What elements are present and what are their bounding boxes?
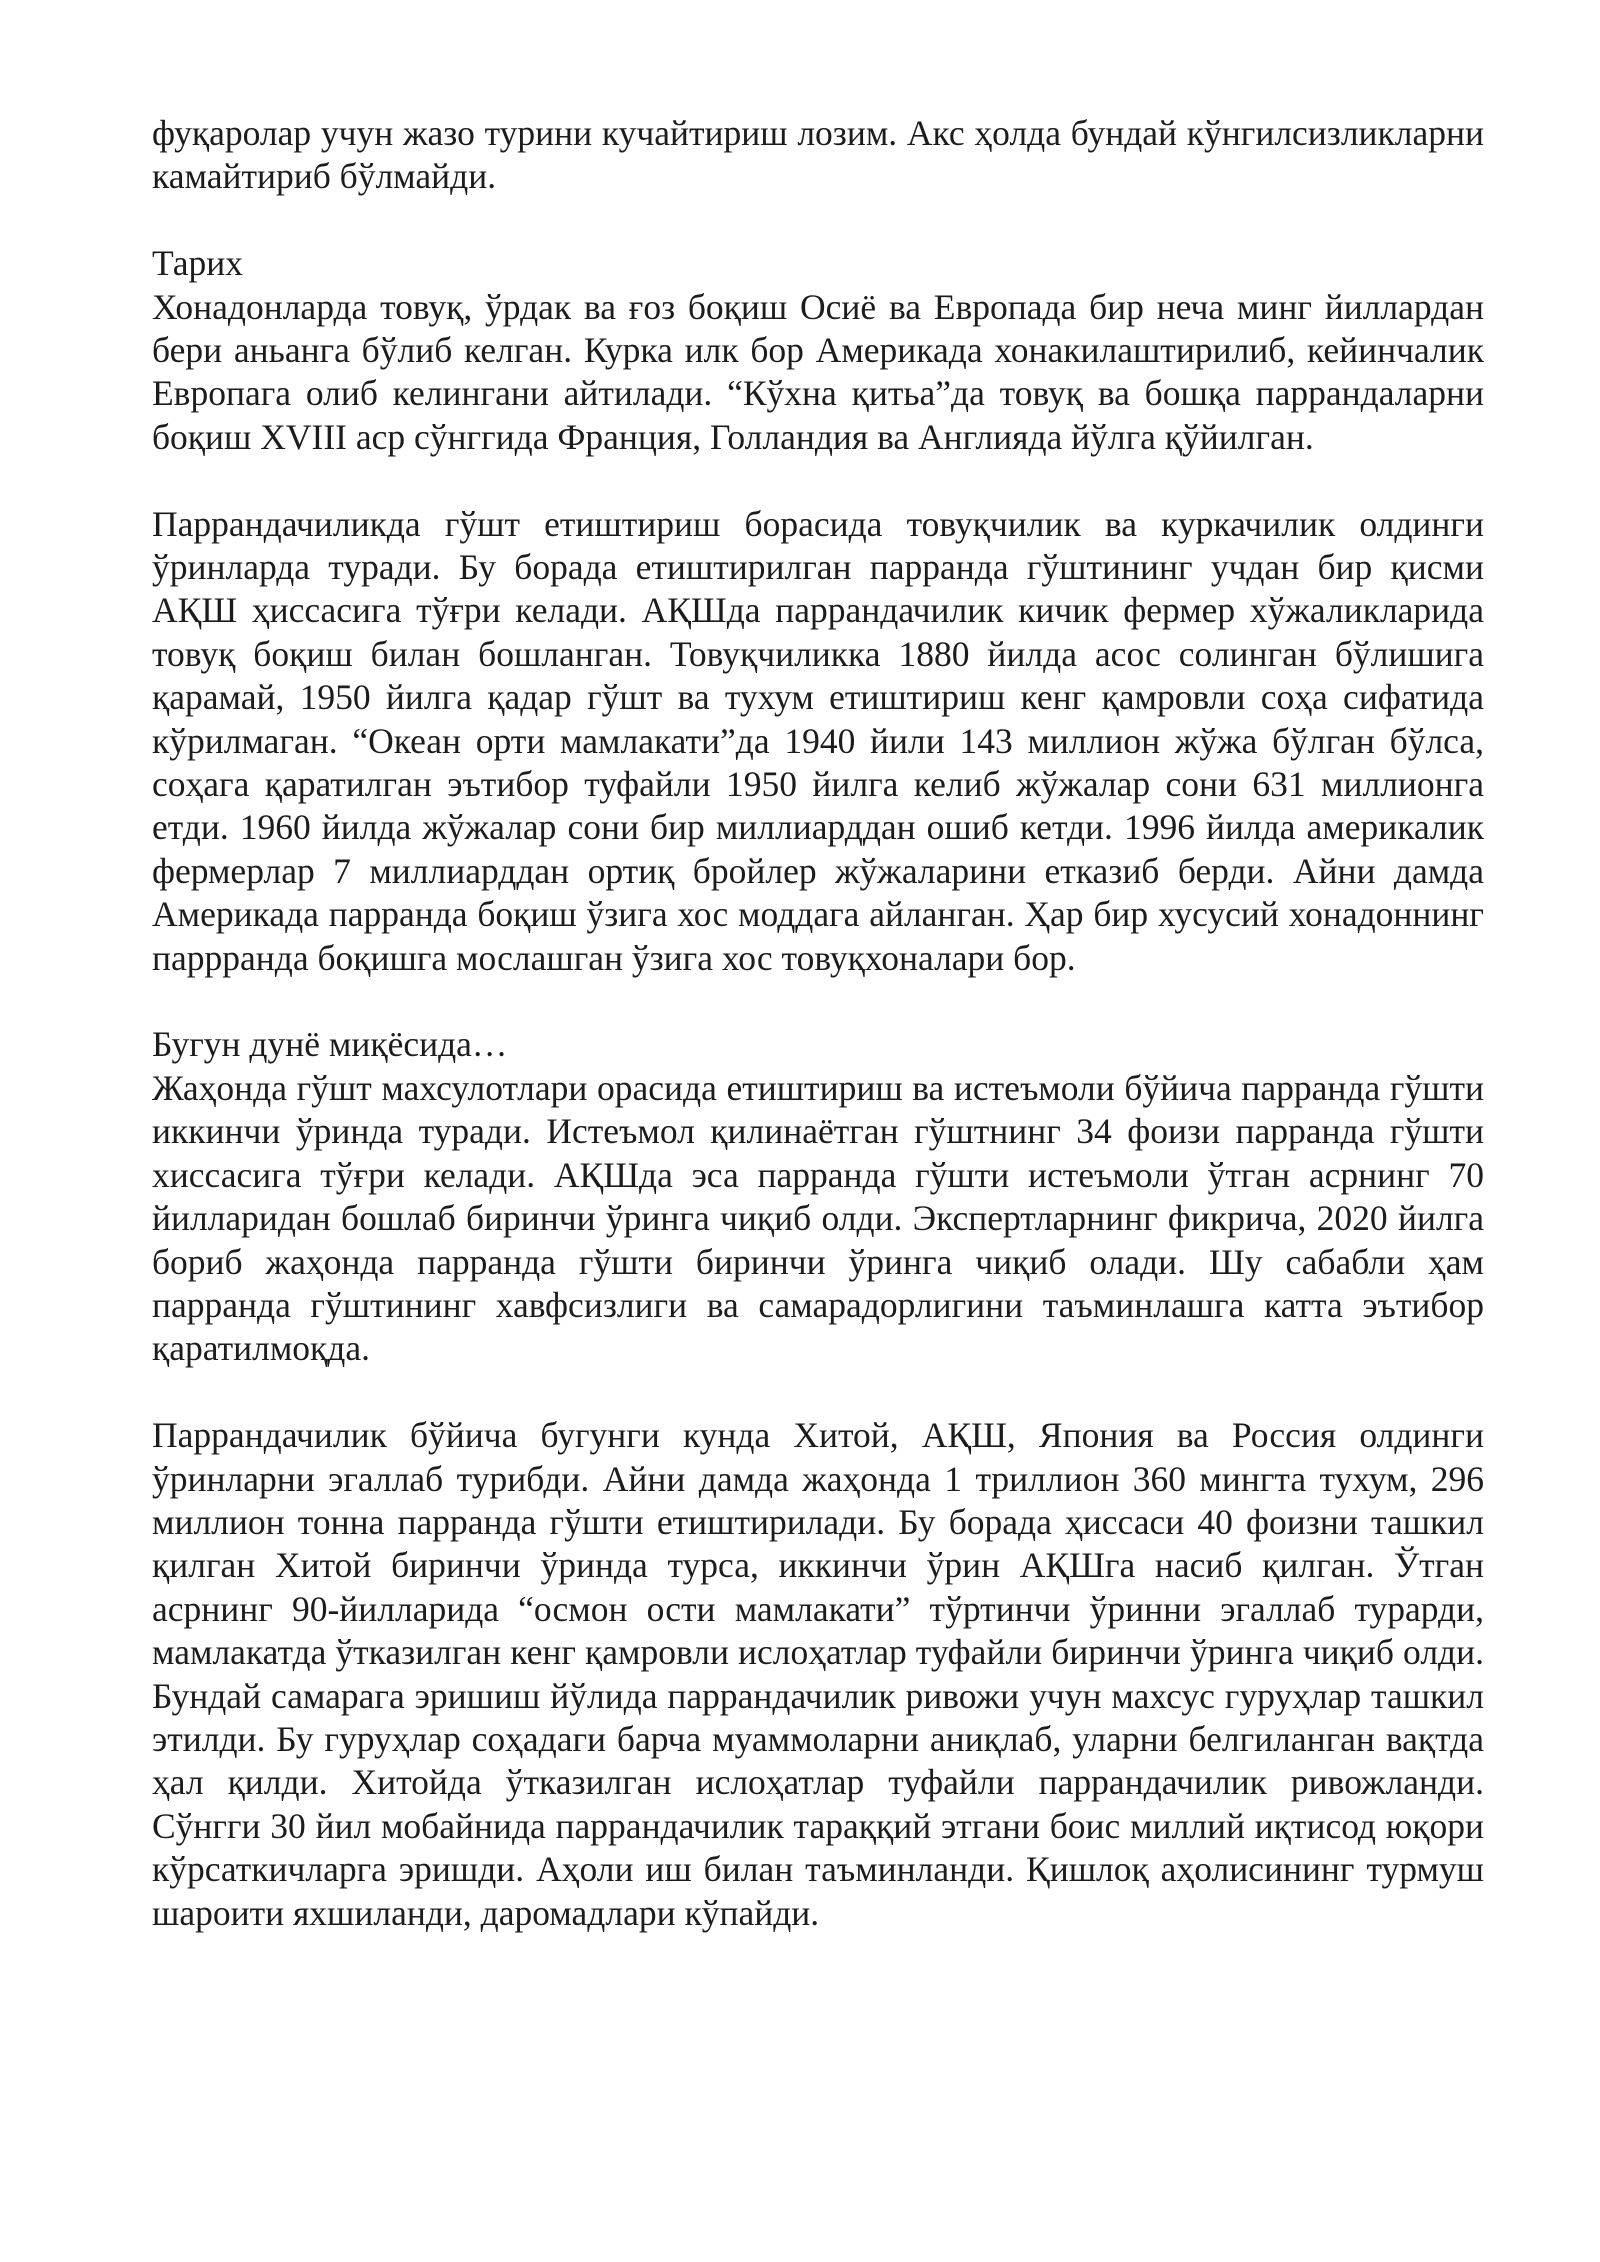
heading-history: Тарих bbox=[152, 243, 244, 284]
document-page bbox=[152, 112, 1484, 1978]
heading-world-scale: Бугун дунё миқёсида… bbox=[152, 1024, 508, 1065]
paragraph-punishment: фуқаролар учун жазо турини кучайтириш лозим. Акс ҳолда бундай кўнгилсизликларни камайтириб бўлмайди. bbox=[152, 113, 1484, 197]
paragraph-leading-countries: Паррандачилик бўйича бугунги кунда Хитой, АҚШ, Япония ва Россия олдинги ўринларни эгаллаб турибди. Айни дамда жаҳонда 1 триллион 360 мингта тухум, 296 миллион тонна парранда гўшти етиштирилади. Бу борада ҳиссаси 40 фоизни ташкил қилган Хитой биринчи ўринда турса, иккинчи ўрин АҚШга насиб қилган. Ўтган асрнинг 90-йилларида “осмон ости мамлакати” тўртинчи ўринни эгаллаб турарди, мамлакатда ўтказилган кенг қамровли ислоҳатлар туфайли биринчи ўринга чиқиб олди. Бундай самарага эришиш йўлида паррандачилик ривожи учун махсус гуруҳлар ташкил этилди. Бу гуруҳлар соҳадаги барча муаммоларни аниқлаб, уларни белгиланган вақтда ҳал қилди. Хитойда ўтказилган ислоҳатлар туфайли паррандачилик ривожланди. Сўнгги 30 йил мобайнида паррандачилик тараққий этгани боис миллий иқтисод юқори кўрсаткичларга эришди. Аҳоли иш билан таъминланди. Қишлоқ аҳолисининг турмуш шароити яхшиланди, даромадлари кўпайди. bbox=[152, 1415, 1484, 1933]
paragraph-usa-poultry: Паррандачиликда гўшт етиштириш борасида товуқчилик ва куркачилик олдинги ўринларда туради. Бу борада етиштирилган парранда гўштининг учдан бир қисми АҚШ ҳиссасига тўғри келади. АҚШда паррандачилик кичик фермер хўжаликларида товуқ боқиш билан бошланган. Товуқчиликка 1880 йилда асос солинган бўлишига қарамай, 1950 йилга қадар гўшт ва тухум етиштириш кенг қамровли соҳа сифатида кўрилмаган. “Океан орти мамлакати”да 1940 йили 143 миллион жўжа бўлган бўлса, соҳага қаратилган эътибор туфайли 1950 йилга келиб жўжалар сони 631 миллионга етди. 1960 йилда жўжалар сони бир миллиарддан ошиб кетди. 1996 йилда америкалик фермерлар 7 миллиарддан ортиқ бройлер жўжаларини етказиб берди. Айни дамда Америкада парранда боқиш ўзига хос моддага айланган. Ҳар бир хусусий хонадоннинг паррранда боқишга мослашган ўзига хос товуқхоналари бор. bbox=[152, 503, 1484, 978]
paragraph-history: Хонадонларда товуқ, ўрдак ва ғоз боқиш Осиё ва Европада бир неча минг йиллардан бери аньанга бўлиб келган. Курка илк бор Америкада хонакилаштирилиб, кейинчалик Европага олиб келингани айтилади. “Кўхна қитьа”да товуқ ва бошқа паррандаларни боқиш XVIII аср сўнггида Франция, Голландия ва Англияда йўлга қўйилган. bbox=[152, 286, 1484, 457]
paragraph-world-consumption: Жаҳонда гўшт махсулотлари орасида етиштириш ва истеъмоли бўйича парранда гўшти иккинчи ўринда туради. Истеъмол қилинаётган гўштнинг 34 фоизи парранда гўшти хиссасига тўғри келади. АҚШда эса парранда гўшти истеъмоли ўтган асрнинг 70 йилларидан бошлаб биринчи ўринга чиқиб олди. Экспертларнинг фикрича, 2020 йилга бориб жаҳонда парранда гўшти биринчи ўринга чиқиб олади. Шу сабабли ҳам парранда гўштининг хавфсизлиги ва самарадорлигини таъминлашга катта эътибор қаратилмоқда. bbox=[152, 1067, 1484, 1369]
